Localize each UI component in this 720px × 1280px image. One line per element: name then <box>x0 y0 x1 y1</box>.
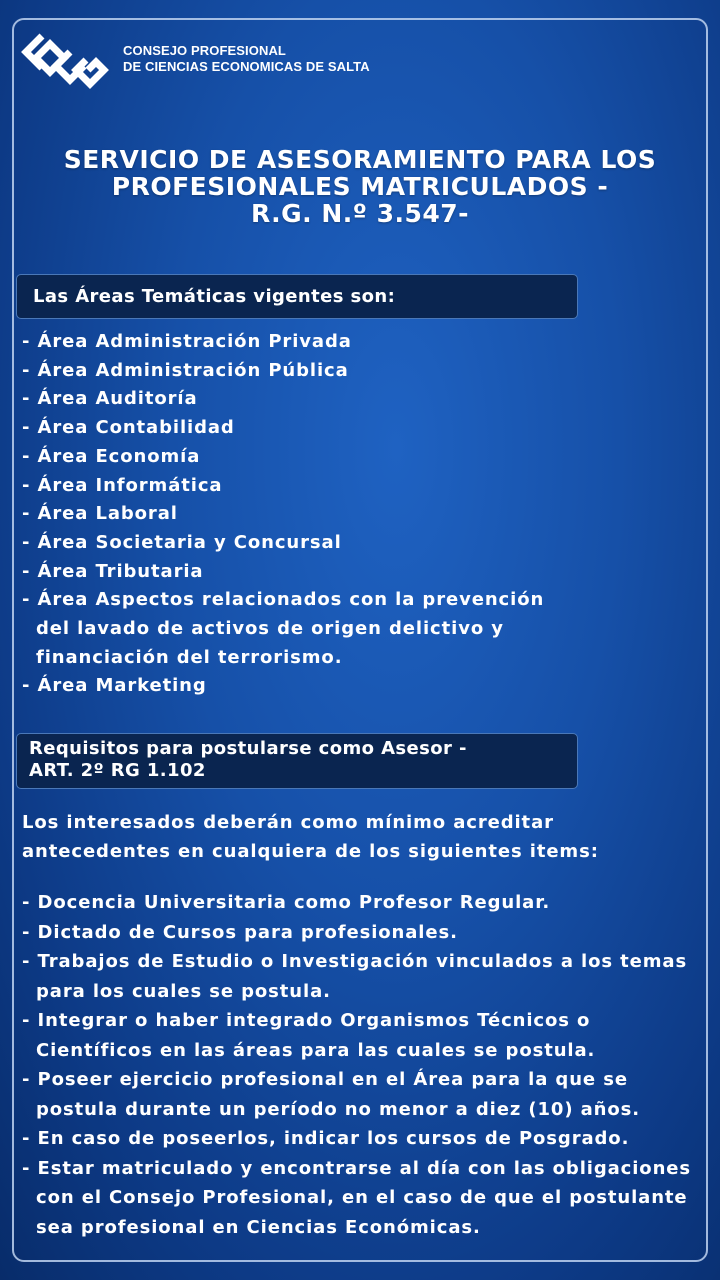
list-item: - Área Economía <box>22 445 201 467</box>
page-title <box>0 146 720 227</box>
requirements-heading-box <box>16 733 578 789</box>
requirements-heading-line-1: Requisitos para postularse como Asesor - <box>29 738 467 759</box>
intro-line-1: Los interesados deberán como mínimo acreditar <box>22 812 554 833</box>
list-item-line: - Trabajos de Estudio o Investigación vinculados a los temas <box>22 951 688 972</box>
list-item <box>22 918 691 948</box>
list-item-line: para los cuales se postula. <box>36 980 331 1002</box>
intro-line-2: antecedentes en cualquiera de los siguientes items: <box>22 841 599 862</box>
list-item-line: - Integrar o haber integrado Organismos Técnicos o <box>22 1010 591 1031</box>
requirements-list <box>22 888 691 1242</box>
list-item-line: financiación del terrorismo. <box>36 646 343 668</box>
list-item <box>22 1065 691 1124</box>
list-item: - Área Laboral <box>22 503 178 525</box>
list-item: - Área Auditoría <box>22 388 198 410</box>
list-item <box>22 1154 691 1243</box>
list-item-line: - Poseer ejercicio profesional en el Área para la que se <box>22 1069 628 1090</box>
list-item-long <box>22 586 544 672</box>
areas-heading: Las Áreas Temáticas vigentes son: <box>33 286 396 307</box>
list-item: - Área Marketing <box>22 675 207 697</box>
cpce-logo-icon <box>20 30 112 94</box>
list-item <box>22 947 691 1006</box>
list-item-line: - Docencia Universitaria como Profesor Regular. <box>22 892 551 913</box>
list-item: - Área Informática <box>22 474 223 496</box>
list-item: - Área Administración Privada <box>22 331 352 352</box>
list-item-line: - En caso de poseerlos, indicar los cursos de Posgrado. <box>22 1128 630 1149</box>
list-item <box>22 888 691 918</box>
areas-list <box>22 328 544 701</box>
list-item-line: - Estar matriculado y encontrarse al día con las obligaciones <box>22 1157 692 1179</box>
list-item-line: - Área Aspectos relacionados con la prevención <box>22 589 545 611</box>
title-line-3: R.G. N.º 3.547- <box>250 199 470 228</box>
list-item: - Área Contabilidad <box>22 417 235 439</box>
requirements-heading-line-2: ART. 2º RG 1.102 <box>29 760 206 781</box>
list-item-line: del lavado de activos de origen delictivo y <box>36 618 504 640</box>
list-item: - Área Administración Pública <box>22 359 349 381</box>
areas-heading-box <box>16 274 578 319</box>
list-item-line: postula durante un período no menor a diez (10) años. <box>36 1098 641 1120</box>
list-item-line: - Dictado de Cursos para profesionales. <box>22 921 458 943</box>
list-item <box>22 1124 691 1154</box>
requirements-intro <box>22 808 599 866</box>
list-item-line: Científicos en las áreas para las cuales se postula. <box>36 1039 596 1061</box>
list-item-line: sea profesional en Ciencias Económicas. <box>36 1216 481 1238</box>
organization-name <box>123 43 370 75</box>
list-item: - Área Tributaria <box>22 560 204 582</box>
org-line-2: DE CIENCIAS ECONOMICAS DE SALTA <box>123 59 370 74</box>
list-item-line: con el Consejo Profesional, en el caso de que el postulante <box>36 1187 688 1208</box>
title-line-1: SERVICIO DE ASESORAMIENTO PARA LOS <box>63 145 657 174</box>
org-line-1: CONSEJO PROFESIONAL <box>123 43 286 58</box>
list-item <box>22 1006 691 1065</box>
list-item: - Área Societaria y Concursal <box>22 531 342 553</box>
title-line-2: PROFESIONALES MATRICULADOS - <box>111 172 609 201</box>
